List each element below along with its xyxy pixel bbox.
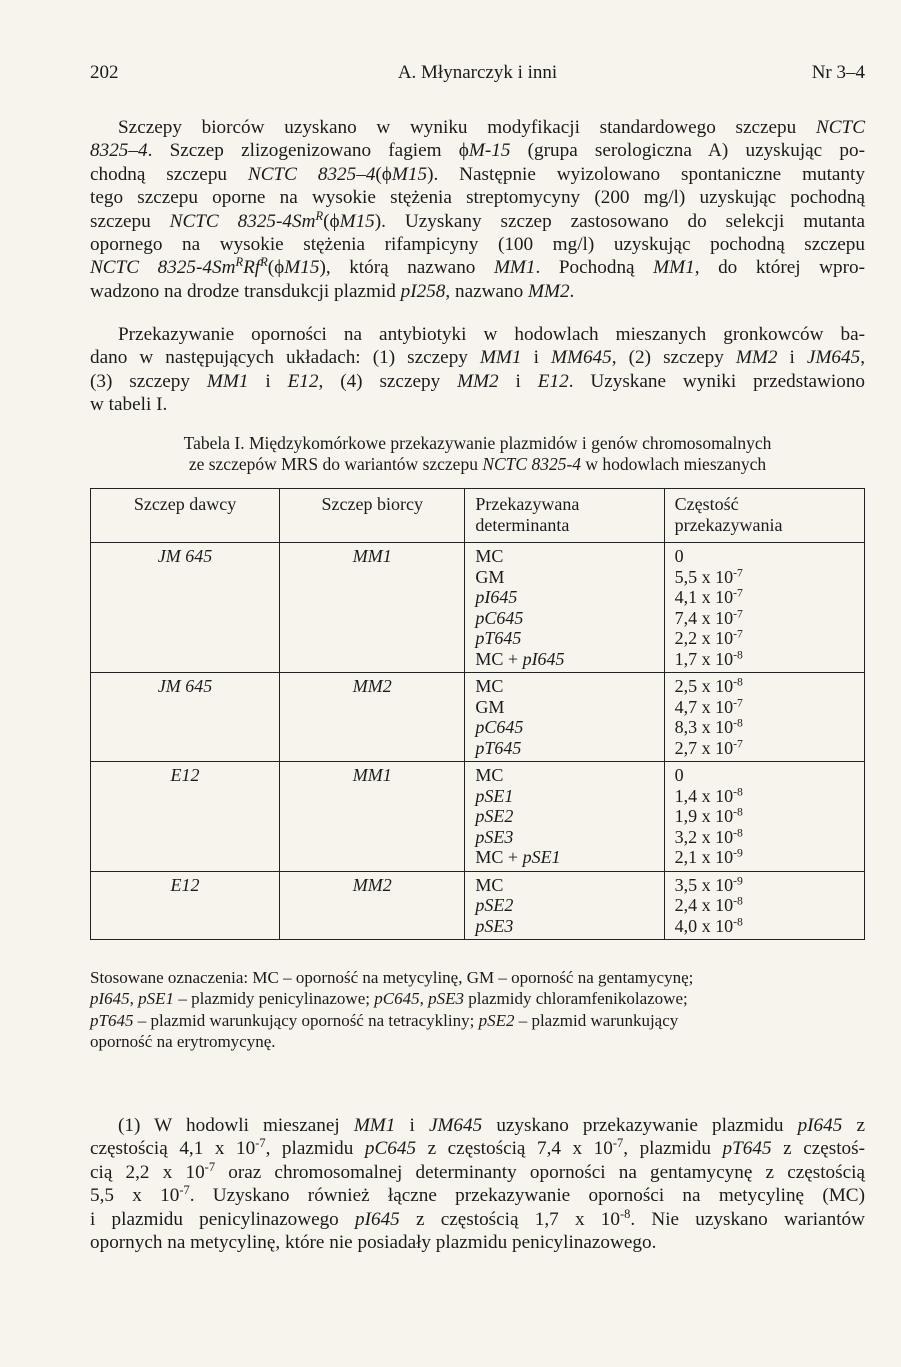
table-caption-line: Tabela I. Międzykomórkowe przekazywanie plazmidów i genów chromosomalnych [183,433,772,453]
frequency: 1,9 x $10^{-8}$ [674,805,743,826]
text-line: wadzono na drodze transdukcji plazmid pI258, nazwano MM2. [90,280,575,302]
determinant: MC + pSE1 [475,847,561,867]
determinant: pSE3 [475,826,514,847]
table-row [91,673,865,762]
table-row [91,762,865,872]
frequency: 2,5 x $10^{-8}$ [674,675,743,696]
frequency: 4,1 x $10^{-7}$ [674,586,743,607]
text-line: w tabeli I. [90,394,168,416]
frequency: 0 [674,546,684,566]
text-line: pI645, pSE1 – plazmidy penicylinazowe; pC645, pSE3 plazmidy chloramfenikolazowe; [90,989,688,1009]
table-body [91,543,865,940]
determinant-cell [465,673,664,762]
text-line: oporność na erytromycynę. [90,1032,276,1052]
table-caption-line: ze szczepów MRS do wariantów szczepu NCTC 8325-4 w hodowlach mieszanych [188,454,767,474]
text-line: częstością 4,1 x $10^{-7}$, plazmidu pC645 z częstością 7,4 x $10^{-7}$, plazmidu pT645 z częstoś- [90,1136,865,1160]
determinant: pT645 [475,628,522,648]
recipient-strain: MM1 [352,546,392,566]
header-text: determinanta [475,514,570,535]
determinant: GM [475,696,505,717]
text-line: pT645 – plazmid warunkujący oporność na tetracykliny; pSE2 – plazmid warunkujący [90,1010,679,1030]
header-text: Częstość [674,494,739,514]
frequency: 8,3 x $10^{-8}$ [674,716,743,737]
donor-strain: JM 645 [157,676,213,696]
text-line: dano w następujących układach: (1) szczepy MM1 i MM645, (2) szczepy MM2 i JM645, [90,347,865,369]
text-line: opornych na metycylinę, które nie posiadały plazmidu penicylinazowego. [90,1231,657,1253]
determinant: pC645 [475,607,524,628]
determinant-cell [465,871,664,940]
frequency-cell [664,762,864,872]
frequency: 0 [674,765,684,785]
table-row [91,543,865,673]
paragraph-results [90,1114,865,1254]
donor-cell [91,871,280,940]
text-line: Przekazywanie oporności na antybiotyki w hodowlach mieszanych gronkowców ba- [118,324,865,345]
table-row [91,871,865,940]
determinant: pC645 [475,717,524,737]
recipient-cell [280,871,465,940]
text-line: cią 2,2 x $10^{-7}$ oraz chromosomalnej determinanty oporności na gentamycynę z częstością [90,1159,865,1183]
determinant-cell [465,762,664,872]
determinant: GM [475,566,505,587]
frequency: 4,0 x $10^{-8}$ [674,915,743,936]
paragraph-transfer-systems [90,323,865,417]
frequency: 2,1 x $10^{-9}$ [674,846,743,867]
frequency: 3,5 x $10^{-9}$ [674,874,743,895]
determinant: pI645 [475,587,518,607]
page-number: 202 [90,62,119,83]
determinant: pSE1 [475,785,514,806]
issue-number: Nr 3–4 [811,62,865,83]
frequency: 1,7 x $10^{-8}$ [674,648,743,669]
frequency-cell [664,673,864,762]
text-line: (3) szczepy MM1 i E12, (4) szczepy MM2 i E12. Uzyskane wyniki przedstawiono [90,370,866,392]
donor-strain: JM 645 [157,546,213,566]
determinant-cell [465,543,664,673]
frequency: 4,7 x $10^{-7}$ [674,696,743,717]
paragraph-strains [90,116,865,303]
header-text: przekazywania [674,514,783,535]
donor-strain: E12 [170,874,200,895]
frequency-cell [664,543,864,673]
donor-cell [91,762,280,872]
determinant: pSE3 [475,915,514,936]
text-line: 8325–4. Szczep zlizogenizowano fagiem ϕM-15 (grupa serologiczna A) uzyskując po- [90,140,865,162]
determinant: MC [475,874,504,895]
header-text: Przekazywana [475,494,580,514]
text-line: Stosowane oznaczenia: MC – oporność na metycylinę, GM – oporność na gentamycynę; [90,968,694,987]
frequency: 2,2 x $10^{-7}$ [674,627,743,648]
text-line: NCTC $8325-4Sm^RRf^R(\phi M15)$, którą nazwano MM1. Pochodną MM1, do której wpro- [90,255,865,279]
recipient-strain: MM2 [352,676,392,696]
header-text: Szczep dawcy [133,494,237,514]
frequency: 2,4 x $10^{-8}$ [674,894,743,915]
donor-cell [91,673,280,762]
recipient-cell [280,762,465,872]
recipient-cell [280,673,465,762]
determinant: pT645 [475,737,522,758]
running-header [90,62,865,88]
determinant: MC [475,546,504,566]
text-line: 5,5 x $10^{-7}$. Uzyskano również łączne przekazywanie oporności na metycylinę (MC) [90,1183,865,1207]
text-line: Szczepy biorców uzyskano w wyniku modyfikacji standardowego szczepu NCTC [118,117,865,138]
header-text: Szczep biorcy [321,494,423,514]
frequency: 5,5 x $10^{-7}$ [674,566,743,587]
table-header-row [91,489,865,543]
recipient-strain: MM1 [352,765,392,785]
determinant: MC + pI645 [475,648,565,669]
header-determinant [465,489,664,543]
frequency-cell [664,871,864,940]
transfer-table [90,488,865,940]
frequency: 3,2 x $10^{-8}$ [674,826,743,847]
text-line: szczepu NCTC $8325-4Sm^R(\phi M15)$. Uzyskany szczep zastosowano do selekcji mutanta [90,208,866,232]
text-line: i plazmidu penicylinazowego pI645 z częstością 1,7 x $10^{-8}$. Nie uzyskano wariantów [90,1206,865,1230]
determinant: MC [475,765,504,785]
frequency: 1,4 x $10^{-8}$ [674,785,743,806]
text-line: tego szczepu oporne na wysokie stężenia streptomycyny (200 mg/l) uzyskując pochodną [90,187,865,209]
table-notes [90,967,865,1053]
recipient-strain: MM2 [352,874,392,895]
frequency: 7,4 x $10^{-7}$ [674,607,743,628]
text-line: chodną szczepu NCTC 8325–4(ϕM15). Następnie wyizolowano spontaniczne mutanty [90,163,865,185]
text-line: (1) W hodowli mieszanej MM1 i JM645 uzyskano przekazywanie plazmidu pI645 z [118,1115,865,1136]
donor-cell [91,543,280,673]
header-recipient [280,489,465,543]
recipient-cell [280,543,465,673]
table-caption [90,433,865,475]
running-title: A. Młynarczyk i inni [397,62,558,83]
text-line: opornego na wysokie stężenia rifampicyny (100 mg/l) uzyskując pochodną szczepu [90,233,865,255]
donor-strain: E12 [170,765,200,785]
determinant: pSE2 [475,806,514,826]
header-frequency [664,489,864,543]
determinant: pSE2 [475,895,514,915]
determinant: MC [475,676,504,696]
header-donor [91,489,280,543]
frequency: 2,7 x $10^{-7}$ [674,737,743,758]
